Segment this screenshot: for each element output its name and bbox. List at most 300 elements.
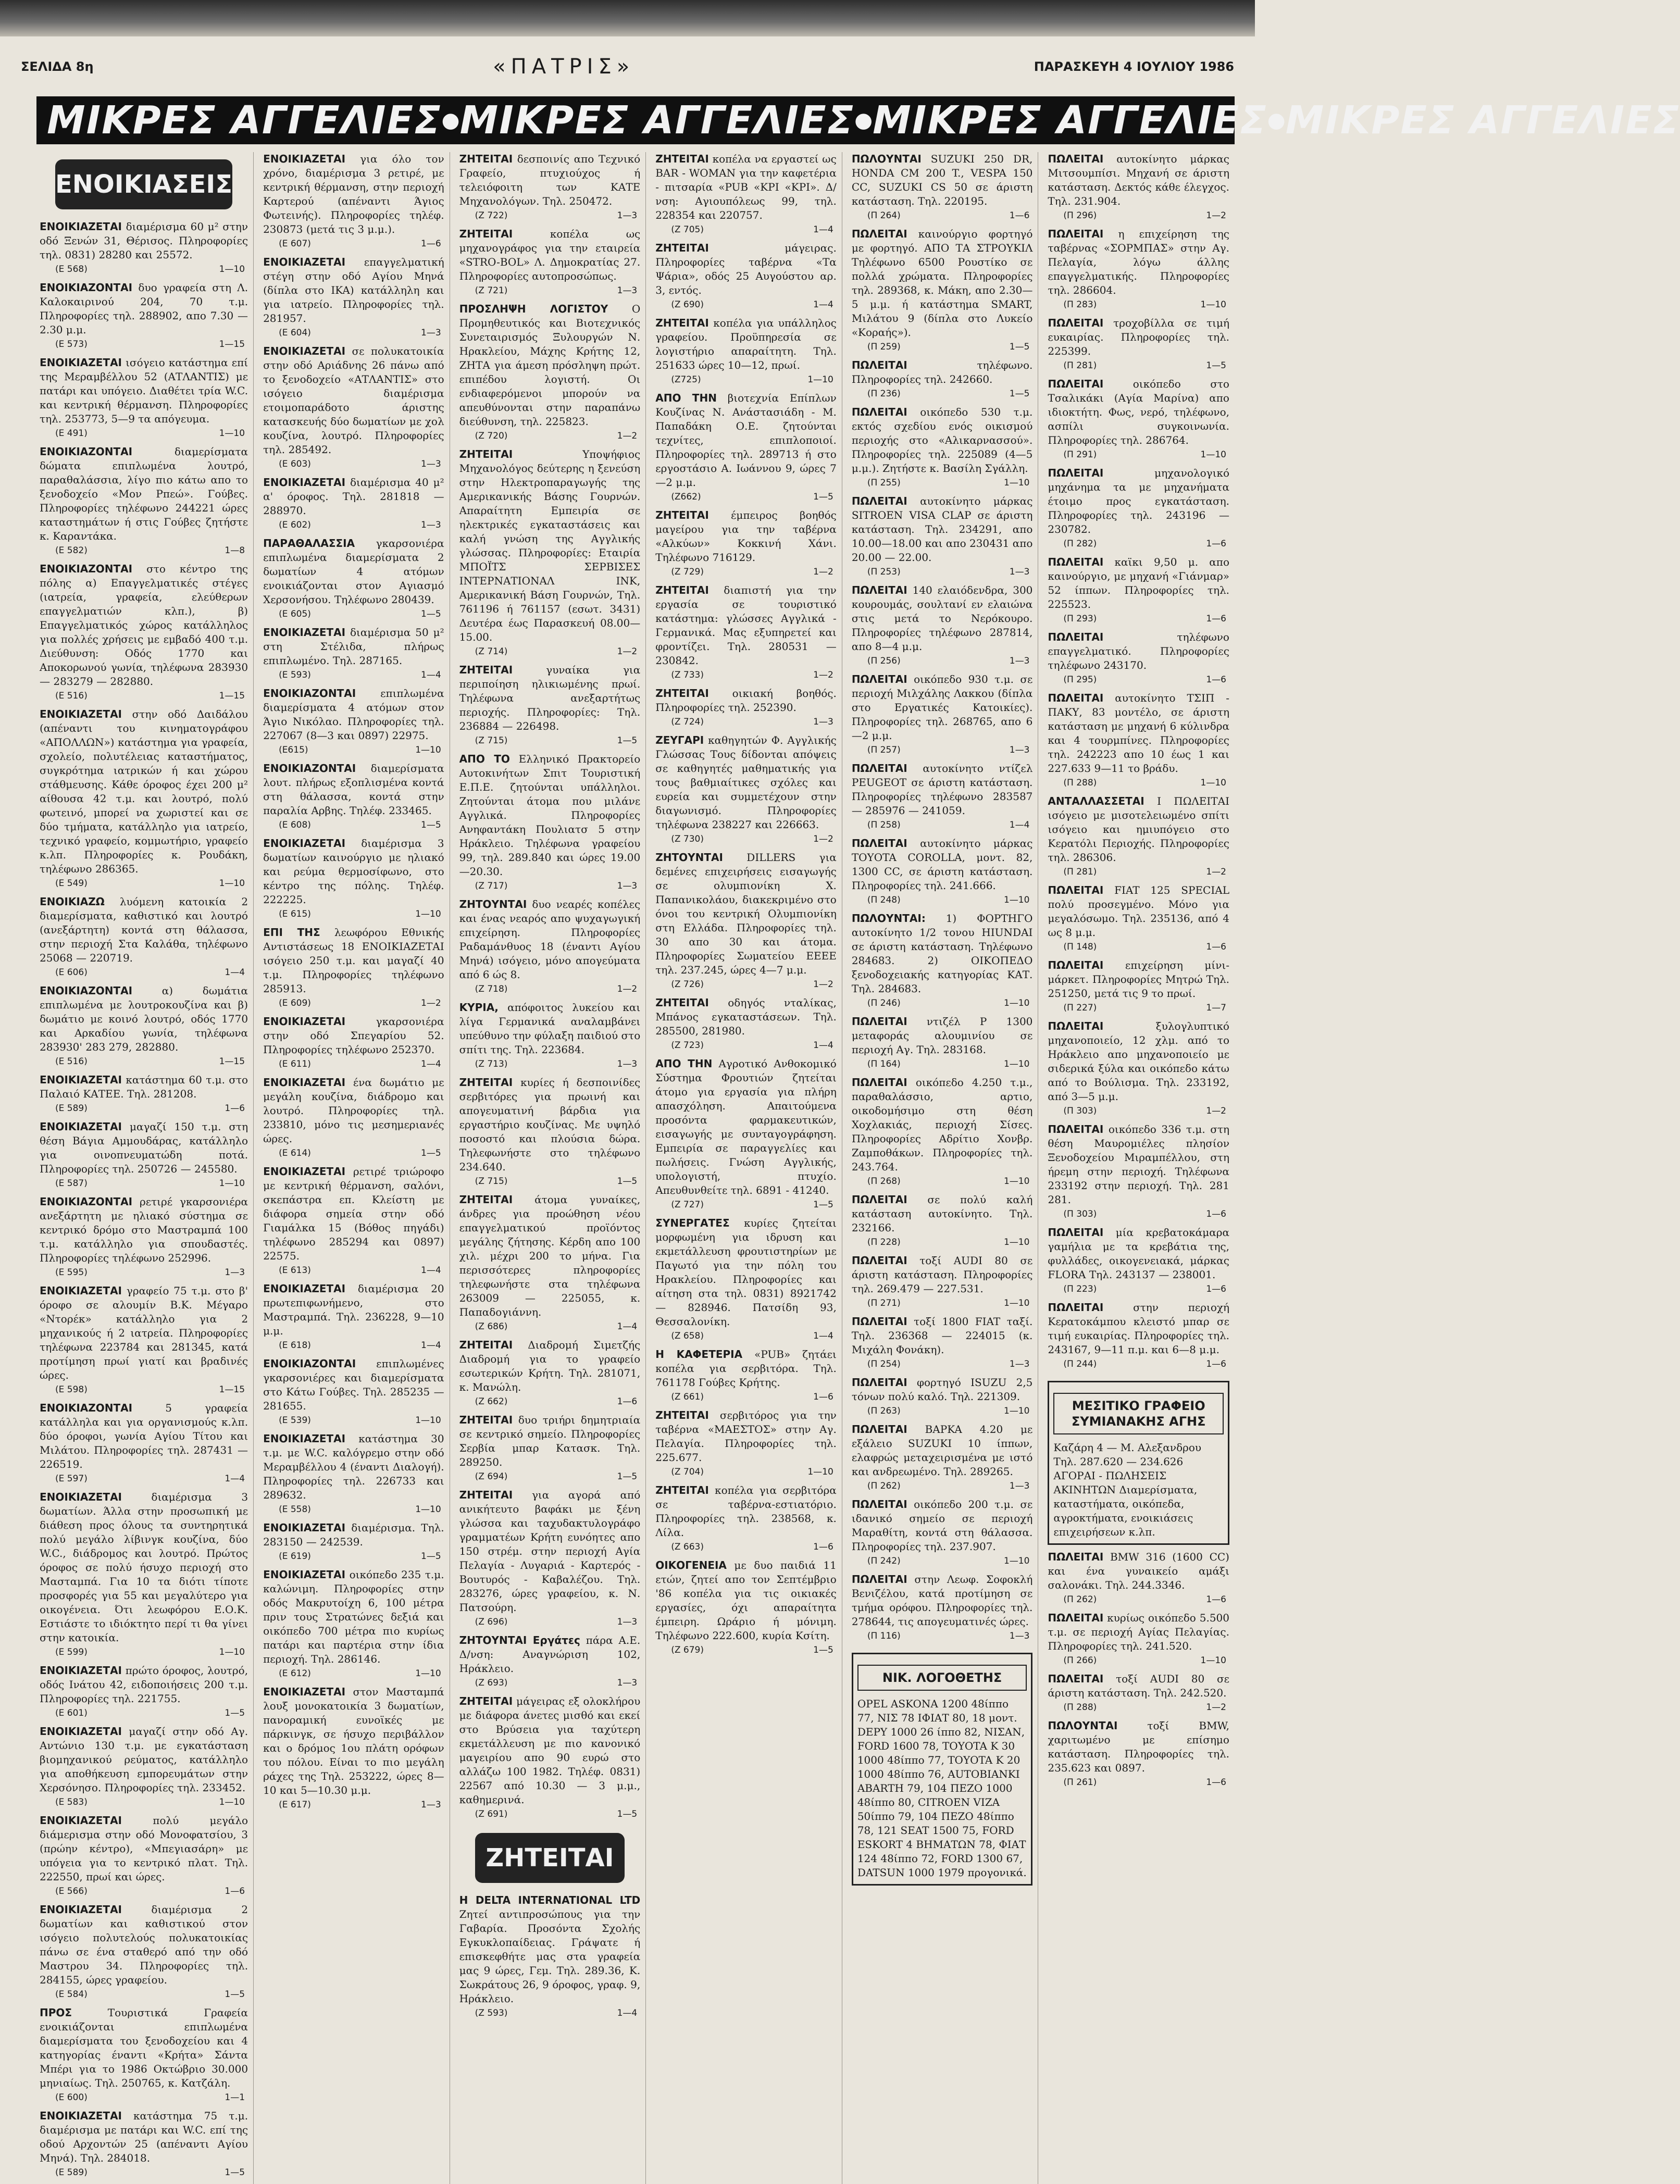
- ad-lead-word: Η ΚΑΦΕΤΕΡΙΑ: [655, 1348, 743, 1361]
- ad-body: [655, 1558, 837, 1643]
- ad-code: (Π 244): [1063, 1359, 1097, 1369]
- ad-lead-word: ΕΝΟΙΚΙΑΖΕΤΑΙ: [40, 356, 122, 369]
- ad-text: οικόπεδο 235 τ.μ. καλώνιμη. Πληροφορίες στην οδός Μακρυτοίχη 6, 100 μέτρα πριν τους Στρατώνες δεξιά και οικόπεδο 700 μέτρα πιο κυρίως πατάρι και παρτέρια στην ίδια περιοχή. Τηλ. 286146.: [263, 1568, 444, 1665]
- ad-lead-word: ΠΩΛΕΙΤΑΙ: [1048, 1673, 1104, 1685]
- ad-run: 1—3: [225, 1267, 245, 1278]
- classified-ad: [40, 1284, 248, 1401]
- ad-text: στην περιοχή Κερατοκάμπου κλειστό μπαρ σε τιμή ευκαιρίας. Πληροφορίες τηλ. 243167, 9—11 π.μ. και 6—8 μ.μ.: [1048, 1301, 1229, 1356]
- ad-run: 1—10: [1200, 778, 1226, 788]
- classified-ad: [1048, 630, 1229, 691]
- ad-code: (Π 255): [867, 478, 901, 488]
- ad-body: [1048, 1226, 1229, 1282]
- ad-lead-word: ΑΝΤΑΛΛΑΣΣΕΤΑΙ: [1048, 795, 1144, 807]
- ad-body: [852, 1076, 1033, 1174]
- ad-reference: [1048, 448, 1229, 466]
- ad-text: στον Μασταμπά λουξ μονοκατοικία 3 δωματίων, πανοραμική ευνοϊκές με πάρκινγκ, σε ήσυχο περιβάλλον και ο δρόμος 1ου πλάτη ορόφων του πόλου. Είναι το πιο μεγάλη ράχες της Τηλ. 253222, ώρες 8—10 και 5—10.30 μ.μ.: [263, 1686, 444, 1796]
- ad-lead-word: ΖΗΤΕΙΤΑΙ: [459, 664, 513, 676]
- ad-code: (Ε 614): [279, 1148, 311, 1158]
- classified-ad: [459, 1193, 641, 1338]
- classified-ad: [1048, 794, 1229, 883]
- ad-text: γραφείο 75 τ.μ. στο β' όροφο σε αλουμίν Β.Κ. Μέγαρο «Ντορέκ» κατάλληλο για 2 μηχανικούς ή 2 ιατρεία. Πληροφορίες τηλέφωνα 223784 και 281345, κατά προτίμηση πρωί γιατί και βραδινές ώρες.: [40, 1284, 248, 1381]
- ad-run: 1—3: [617, 285, 638, 296]
- ad-body: [852, 1497, 1033, 1554]
- ad-reference: [40, 2091, 248, 2109]
- ad-lead-word: ΕΠΙ ΤΗΣ: [263, 926, 320, 939]
- classified-ad: [459, 752, 641, 897]
- ad-body: [655, 1216, 837, 1329]
- ad-lead-word: ΕΝΟΙΚΙΑΖΟΝΤΑΙ: [263, 1357, 356, 1370]
- ad-reference: [655, 223, 837, 241]
- ad-lead-word: ΠΩΛΕΙΤΑΙ: [851, 1376, 907, 1389]
- ad-text: γκαρσονιέρα στην οδό Σπεγαρίου 52. Πληροφορίες τηλέφωνο 252370.: [263, 1015, 444, 1056]
- classified-ad: [40, 1814, 248, 1903]
- ad-code: (Ε 599): [55, 1647, 88, 1657]
- classified-ad: [40, 220, 248, 281]
- ad-code: (Π 293): [1063, 614, 1097, 624]
- classified-ad: [40, 1073, 248, 1120]
- classified-ad: [263, 1282, 444, 1357]
- ad-body: [40, 220, 248, 262]
- ad-reference: [459, 209, 641, 227]
- ad-text: 140 ελαιόδενδρα, 300 κουρουμάς, σουλτανί εν ελαιώνα στις μετά το Νερόκουρο. Πληροφορίες τηλέφωνο 287814, απο 8—4 μ.μ.: [851, 584, 1033, 653]
- ad-reference: [40, 966, 248, 984]
- ad-code: (Ε 598): [55, 1384, 88, 1395]
- ad-lead-word: ΟΙΚΟΓΕΝΕΙΑ: [655, 1559, 727, 1571]
- ad-body: [263, 536, 444, 607]
- ad-code: (Ε 516): [55, 691, 88, 701]
- ad-body: [40, 984, 248, 1054]
- ad-run: 1—7: [1206, 1003, 1226, 1013]
- ad-reference: [655, 298, 837, 316]
- ad-code: (Π 258): [867, 820, 901, 830]
- classified-ad: [655, 996, 837, 1057]
- ad-reference: [1048, 1283, 1229, 1301]
- ad-code: (Ε 589): [55, 2167, 88, 2178]
- ad-lead-word: ΠΩΛΕΙΤΑΙ: [851, 673, 907, 685]
- ad-code: (Π 264): [867, 210, 901, 221]
- ad-reference: [852, 566, 1033, 583]
- ad-body: [263, 1165, 444, 1263]
- ad-code: (Ζ725): [671, 375, 701, 385]
- ad-code: (Π 288): [1063, 1702, 1097, 1713]
- ad-text: μηχανολογικό μηχάνημα τα με μηχανήματα έτοιμο προς εγκατάσταση. Πληροφορίες τηλ. 243196 — 230782.: [1048, 467, 1229, 535]
- ad-body: [1048, 1672, 1229, 1700]
- ad-lead-word: ΕΝΟΙΚΙΑΖΕΤΑΙ: [40, 1814, 122, 1827]
- ad-reference: [40, 690, 248, 707]
- ad-code: (Π 291): [1063, 450, 1097, 460]
- ad-reference: [263, 1550, 444, 1568]
- issue-date: ΠΑΡΑΣΚΕΥΗ 4 ΙΟΥΛΙΟΥ 1986: [1034, 59, 1234, 74]
- ad-code: (Ε 603): [279, 459, 311, 469]
- ad-lead-word: ΕΝΟΙΚΙΑΖΕΤΑΙ: [40, 1074, 122, 1086]
- classified-ad: [852, 762, 1033, 837]
- classified-ad: [40, 984, 248, 1073]
- classified-ad: [263, 476, 444, 536]
- ad-code: (Π 262): [1063, 1594, 1097, 1605]
- ad-reference: [459, 645, 641, 663]
- classified-ad: [459, 1893, 641, 2025]
- ad-code: (Ζ 696): [475, 1617, 508, 1627]
- ad-lead-word: ΠΑΡΑΘΑΛΑΣΣΙΑ: [263, 537, 355, 550]
- ad-text: στο κέντρο της πόλης α) Επαγγελματικές στέγες (ιατρεία, γραφεία, ελεύθερων επαγγελματιών κλπ.), β) Επαγγελματικός χώρος κατάλληλος για πολλές χρήσεις με εμβαδό 400 τ.μ. Διεύθυνση: Οδός 1770 και Αποκορωνού γωνία, τηλέφωνα 283930 — 283279 — 282880.: [40, 563, 248, 688]
- ad-text: απόφοιτος λυκείου και λίγα Γερμανικά αναλαμβάνει υπεύθυνο την φύλαξη παιδιού στο σπίτι της. Τηλ. 223684.: [459, 1001, 641, 1056]
- ad-reference: [1048, 1654, 1229, 1672]
- ad-body: [263, 476, 444, 518]
- ad-lead-word: ΠΩΛΕΙΤΑΙ: [1048, 317, 1104, 329]
- ad-body: [40, 1490, 248, 1645]
- classified-ad: [852, 227, 1033, 358]
- ad-lead-word: ΠΩΛΕΙΤΑΙ: [851, 228, 907, 240]
- ad-body: [1048, 377, 1229, 447]
- ad-body: [263, 1015, 444, 1057]
- ad-reference: [852, 1058, 1033, 1076]
- ad-code: (Ε 606): [55, 967, 88, 978]
- ad-code: (Ζ 713): [475, 1059, 508, 1069]
- ad-lead-word: ΖΗΤΕΙΤΑΙ: [459, 1076, 513, 1089]
- ad-text: πάρα Α.Ε. Δ/νση: Αναγνώριση 102, Ηράκλειο.: [459, 1634, 641, 1675]
- ad-body: [263, 687, 444, 743]
- ad-reference: [40, 263, 248, 281]
- ad-code: (Ζ662): [671, 492, 701, 502]
- ad-lead-word: ΕΝΟΙΚΙΑΖΕΤΑΙ: [263, 1521, 346, 1534]
- classified-ad: [459, 1076, 641, 1193]
- ad-run: 1—10: [1003, 478, 1030, 488]
- ad-body: [1048, 555, 1229, 611]
- ad-code: (Ε 605): [279, 609, 311, 619]
- ad-lead-word: ΑΠΟ ΤΗΝ: [655, 1057, 713, 1070]
- ad-body: [263, 926, 444, 996]
- ad-body: [263, 1568, 444, 1666]
- ad-run: 1—4: [421, 1059, 441, 1069]
- ad-text: τηλέφωνο επαγγελματικό. Πληροφορίες τηλέφωνο 243170.: [1048, 631, 1229, 671]
- ad-body: [459, 447, 641, 644]
- ad-reference: [1048, 538, 1229, 555]
- ad-lead-word: ΕΝΟΙΚΙΑΖΟΝΤΑΙ: [40, 563, 133, 575]
- ad-body: [459, 1694, 641, 1807]
- ad-body: [263, 837, 444, 907]
- ad-code: (Π 242): [867, 1556, 901, 1566]
- ad-reference: [263, 1414, 444, 1432]
- ad-text: για αγορά από ανικήτευτο βαφάκι με ξένη γλώσσα και ταχυδακτυλογράφο γραμματέων Κρήτη ευνόητες απο 150 στρέμ. στην περιοχή Αγία Πελαγία - Λυγαριά - Καρτερός - Βουτυρός - Καβαλέζου. Τηλ. 283276, ώρες γραφείου, κ. Ν. Πατσούρη.: [459, 1489, 641, 1614]
- ad-run: 1—10: [219, 428, 245, 439]
- ad-reference: [40, 1177, 248, 1195]
- column-5: [849, 152, 1039, 2184]
- ad-reference: [263, 519, 444, 536]
- ad-body: [263, 762, 444, 818]
- ad-text: οικόπεδο 930 τ.μ. σε περιοχή Μιλχάλης Λακκου (δίπλα στο Εργατικές Κατοικίες). Πληροφορίες τηλ. 268765, απο 6—2 μ.μ.: [851, 673, 1033, 742]
- ad-lead-word: ΚΥΡΙΑ,: [459, 1001, 499, 1014]
- ad-code: (Ζ 690): [671, 299, 704, 310]
- column-2: [260, 152, 450, 2184]
- ad-run: 1—10: [1200, 450, 1226, 460]
- ad-text: ρετιρέ γκαρσονιέρα ανεξάρτητη με ηλιακό σύστημα σε κεντρικό δρόμο στο Μαστραμπά 100 τ.μ. κατάλληλο για σπουδαστές. Πληροφορίες τηλέφωνο 252996.: [40, 1195, 248, 1264]
- ad-body: [459, 1076, 641, 1174]
- ad-body: [40, 1401, 248, 1471]
- ad-body: [459, 302, 641, 429]
- ad-run: 1—10: [1003, 1176, 1030, 1187]
- ad-text: επιχείρηση μίνι-μάρκετ. Πληροφορίες Μητρώ Τηλ. 251250, μετά τις 9 το πρωί.: [1048, 959, 1229, 1000]
- classified-ad: [459, 227, 641, 302]
- ad-code: (Ζ 733): [671, 670, 704, 680]
- ad-code: (Ζ 722): [475, 210, 508, 221]
- ad-reference: [655, 978, 837, 996]
- ad-lead-word: ΕΝΟΙΚΙΑΖΟΝΤΑΙ: [40, 1402, 133, 1414]
- ad-reference: [1048, 1358, 1229, 1376]
- ad-lead-word: ΕΝΟΙΚΙΑΖΕΤΑΙ: [40, 1284, 122, 1297]
- ad-text: ένα δωμάτιο με μεγάλη κουζίνα, διάδρομο και λουτρό. Πληροφορίες τηλ. 233810, μόνο τις μεσημεριανές ώρες.: [263, 1076, 444, 1145]
- ad-text: τοξί AUDI 80 σε άριστη κατάσταση. Τηλ. 242.520.: [1048, 1673, 1229, 1699]
- ad-run: 1—6: [813, 1392, 833, 1402]
- ad-reference: [852, 477, 1033, 494]
- ad-text: διαμέρισμα 2 δωματίων και καθιστικού στον ισόγειο πολυτελούς πολυκατοικίας πάνω σε ένα σταθερό από την οδό Μαστρου 34. Πληροφορίες τηλ. 284155, ώρες γραφείου.: [40, 1903, 248, 1986]
- classified-ad: [852, 583, 1033, 672]
- ad-code: (Ζ 726): [671, 979, 704, 990]
- ad-body: [40, 562, 248, 689]
- classified-ad: [655, 687, 837, 733]
- ad-text: τροχοβίλλα σε τιμή ευκαιρίας. Πληροφορίες τηλ. 225399.: [1048, 317, 1229, 357]
- ad-run: 1—6: [1206, 675, 1226, 685]
- ad-run: 1—4: [225, 1474, 245, 1484]
- ad-text: διαμέρισμα 3 δωματίων. Άλλα στην προσωπική με διάθεση προς όλους τα συντηρητικά πολύ μεγάλο λίβινγκ κουζίνα, δύο W.C., διάδρομος και λουτρό. Πρώτος όροφος σε πολύ ήσυχο περιοχή στο Μασταμπά. Για 10 τα διότι τίποτε προσφορές για 55 και μεγαλύτερο για οικογένεια. Ότι λεωφόρου Ε.Ο.Κ. Εστιάστε το ιδιόκτητο περί τι θα γίνει στην κατοικία.: [40, 1491, 248, 1644]
- ad-lead-word: ΠΩΛΕΙΤΑΙ: [1048, 467, 1104, 479]
- ad-lead-word: ΑΠΟ ΤΟ: [459, 753, 510, 765]
- ad-text: 5 γραφεία κατάλληλα και για οργανισμούς κ.λπ. δύο όροφοι, γωνία Αγίου Τίτου και Μιλάτου. Πληροφορίες τηλ. 287431 — 226519.: [40, 1402, 248, 1470]
- ad-run: 1—15: [219, 1056, 245, 1067]
- ad-reference: [655, 716, 837, 733]
- ad-reference: [1048, 1776, 1229, 1794]
- ad-lead-word: ΕΝΟΙΚΙΑΖΕΤΑΙ: [40, 2110, 122, 2122]
- ad-lead-word: ΖΗΤΕΙΤΑΙ: [459, 1695, 513, 1707]
- ad-lead-word: ΠΩΛΕΙΤΑΙ: [1048, 1020, 1104, 1032]
- classified-ad: [263, 344, 444, 476]
- ad-reference: [40, 1885, 248, 1903]
- ad-text: κυρίως οικόπεδο 5.500 τ.μ. σε περιοχή Αγίας Πελαγίας. Πληροφορίες τηλ. 241.520.: [1048, 1612, 1229, 1652]
- car-dealer-boxed-ad: [852, 1653, 1033, 1886]
- ad-text: δυο γραφεία στη Λ. Καλοκαιρινού 204, 70 τ.μ. Πληροφορίες τηλ. 288902, απο 7.30 — 2.30 μ.μ.: [40, 281, 248, 336]
- ad-run: 1—4: [421, 670, 441, 680]
- ad-code: (Π 303): [1063, 1106, 1097, 1116]
- ad-lead-word: ΖΗΤΕΙΤΑΙ: [655, 1409, 709, 1421]
- ad-lead-word: ΕΝΟΙΚΙΑΖΟΝΤΑΙ: [40, 984, 133, 997]
- ad-text: διαμέρισμα. Τηλ. 283150 — 242539.: [263, 1521, 444, 1548]
- ad-lead-word: ΖΕΥΓΑΡΙ: [655, 734, 704, 746]
- ad-lead-word: ΠΩΛΟΥΝΤΑΙ: [1048, 1719, 1118, 1732]
- ad-run: 1—6: [1206, 1209, 1226, 1219]
- ad-run: 1—5: [813, 492, 833, 502]
- ad-lead-word: ΠΩΛΕΙΤΑΙ: [851, 1498, 907, 1511]
- ad-text: επιπλωμένες γκαρσονιέρες και διαμερίσματα στο Κάτω Γούβες. Τηλ. 285235 — 281655.: [263, 1357, 444, 1412]
- ad-run: 1—5: [617, 1471, 638, 1482]
- ad-code: (Ε 582): [55, 545, 88, 556]
- ad-lead-word: ΕΝΟΙΚΙΑΖΟΝΤΑΙ: [263, 762, 356, 775]
- ad-body: [852, 672, 1033, 743]
- ad-reference: [852, 388, 1033, 405]
- ad-text: μάγειρας εξ ολοκλήρου με διάφορα άνετες μισθό και εκεί στο Βρύσεια για ταχύτερη εκμετάλλευση με πιο κανονικό μαγειρίου απο 90 ευρώ στο αλλάζω 100 1982. Τηλέφ. 0831) 22567 από 10.30 — 3 μ.μ., καθημερινά.: [459, 1695, 641, 1806]
- ad-text: Ζητεί αντιπροσώπους για την Γαβαρία. Προσόντα Σχολής Εγκυκλοπαίδειας. Γράψατε ή επισκεφθήτε μας στα γραφεία μας 9 ώρες, Γεμ. Τηλ. 289.36, Κ. Σωκράτους 26, 9 όροφος, γραφ. 9, Ηράκλειο.: [459, 1908, 641, 2005]
- ad-lead-word: ΕΝΟΙΚΙΑΖΕΤΑΙ: [40, 1903, 122, 1916]
- classified-ad: [263, 1685, 444, 1816]
- ad-text: κοπέλα για σερβιτόρα σε ταβέρνα-εστιατόριο. Πληροφορίες τηλ. 238568, κ. Λίλα.: [655, 1484, 837, 1539]
- ad-run: 1—8: [225, 545, 245, 556]
- ad-lead-word: ΕΝΟΙΚΙΑΖΕΤΑΙ: [263, 1568, 346, 1581]
- ad-body: [1048, 691, 1229, 776]
- ad-run: 1—4: [421, 1265, 441, 1276]
- ad-lead-word: ΕΝΟΙΚΙΑΖΟΝΤΑΙ: [40, 445, 133, 458]
- ad-code: (Ε 604): [279, 328, 311, 338]
- ad-lead-word: ΕΝΟΙΚΙΑΖΕΤΑΙ: [40, 220, 122, 233]
- ad-reference: [852, 1236, 1033, 1254]
- classified-ad: [459, 1338, 641, 1413]
- ad-code: (Π 256): [867, 656, 901, 666]
- ad-body: [655, 583, 837, 668]
- ad-reference: [852, 1297, 1033, 1315]
- classified-ad: [1048, 555, 1229, 630]
- ad-run: 1—10: [1003, 1237, 1030, 1247]
- ad-reference: [459, 880, 641, 897]
- ad-lead-word: ΖΗΤΟΥΝΤΑΙ Εργάτες: [459, 1634, 580, 1646]
- ad-run: 1—6: [1206, 942, 1226, 952]
- ad-reference: [1048, 1208, 1229, 1226]
- ad-lead-word: ΕΝΟΙΚΙΑΖΟΝΤΑΙ: [263, 687, 356, 700]
- ad-code: (Π 281): [1063, 867, 1097, 877]
- ad-text: τοξί 1800 FIAT ταξί. Τηλ. 236368 — 224015 (κ. Μιχάλη Φονάκη).: [851, 1315, 1033, 1356]
- classified-ad: [40, 1664, 248, 1725]
- classified-ad: [459, 302, 641, 447]
- column-3: [456, 152, 646, 2184]
- ad-run: 1—5: [225, 1989, 245, 2000]
- classified-ad: [263, 762, 444, 837]
- ad-reference: [40, 1102, 248, 1120]
- ad-run: 1—1: [225, 2092, 245, 2103]
- column-1: [36, 152, 254, 2184]
- classified-ad: [852, 1497, 1033, 1573]
- ad-code: (Ε 583): [55, 1797, 88, 1807]
- ad-body: [459, 1413, 641, 1469]
- ad-code: (Ζ 686): [475, 1321, 508, 1332]
- ad-run: 1—5: [225, 2167, 245, 2178]
- ad-lead-word: ΠΩΛΕΙΤΑΙ: [851, 837, 907, 850]
- ad-code: (Π 246): [867, 998, 901, 1008]
- ad-lead-word: ΠΩΛΟΥΝΤΑΙ:: [851, 912, 926, 925]
- ad-text: ντιζέλ Ρ 1300 μεταφοράς αλουμινίου σε περιοχή Αγ. Τηλ. 283168.: [851, 1015, 1033, 1056]
- ad-run: 1—3: [617, 210, 638, 221]
- ad-code: (Ε 595): [55, 1267, 88, 1278]
- ad-reference: [459, 1058, 641, 1076]
- ad-text: καινούργιο φορτηγό με φορτηγό. ΑΠΟ ΤΑ ΣΤΡΟΥΚΙΛ Τηλέφωνο 6500 Ρουστίκο σε πολλά χρώματα. Πληροφορίες τηλ. 289368, κ. Μάκη, απο 2.30—5 μ.μ. ή κατάστημα SMART, Μιλάτου 9 (δίπλα στο Λυκείο «Κοραής»).: [851, 228, 1033, 339]
- ad-text: σε πολύ καλή κατάσταση αυτοκίνητο. Τηλ. 232166.: [851, 1193, 1033, 1234]
- ad-body: [1048, 1122, 1229, 1207]
- ad-reference: [263, 669, 444, 687]
- ad-code: (Ζ 723): [671, 1040, 704, 1051]
- ad-code: (Π 303): [1063, 1209, 1097, 1219]
- ad-body: [263, 152, 444, 236]
- ad-text: διαμέρισμα 40 μ² α' όροφος. Τηλ. 281818 — 288970.: [263, 476, 444, 517]
- ad-run: 1—5: [421, 1148, 441, 1158]
- classified-ad: [40, 707, 248, 895]
- classified-ad: [40, 1120, 248, 1195]
- ad-code: (Ζ 727): [671, 1200, 704, 1210]
- ad-text: σερβιτόρος για την ταβέρνα «ΜΑΕΣΤΟΣ» στην Αγ. Πελαγία. Πληροφορίες τηλ. 225.677.: [655, 1409, 837, 1464]
- ad-run: 1—10: [415, 745, 441, 755]
- classified-ad: [459, 1488, 641, 1633]
- ad-run: 1—4: [813, 224, 833, 235]
- ad-body: [852, 1315, 1033, 1357]
- ad-text: κατάστημα 75 τ.μ. διαμέρισμα με πατάρι και W.C. επί της οδού Αρχοντών 25 (απέναντι Αγίου Μηνά). Τηλ. 284018.: [40, 2110, 248, 2164]
- ad-run: 1—10: [1003, 1406, 1030, 1416]
- classified-ad: [655, 1483, 837, 1558]
- ad-body: [852, 837, 1033, 893]
- ad-text: λυόμενη κατοικία 2 διαμερίσματα, καθιστικό και λουτρό (ανεξάρτητη) κοντά στη θάλασσα, στην περιοχή Στα Καλάθα, τηλέφωνο 25068 — 220719.: [40, 895, 248, 964]
- ad-lead-word: ΕΝΟΙΚΙΑΖΕΤΑΙ: [40, 1491, 122, 1503]
- ad-lead-word: ΠΩΛΕΙΤΑΙ: [1048, 692, 1104, 704]
- ad-text: πολύ μεγάλο διάμερισμα στην οδό Μονοφατσίου, 3 (πρώην κέντρο), «Μπεγιασάρη» με υπόγεια για το κεντρικό πλατ. Τηλ. 222550, πρωί και ώρες.: [40, 1814, 248, 1883]
- ad-text: «PUB» ζητάει κοπέλα για σερβιτόρα. Τηλ. 761178 Γούβες Κρήτης.: [655, 1348, 837, 1389]
- ad-text: για όλο τον χρόνο, διαμέρισμα 3 ρετιρέ, με κεντρική θέρμανση, στην περιοχή Καρτερού (απέναντι Άγιος Φωτεινής). Πληροφορίες τηλέφ. 230873 (μετά τις 3 μ.μ.).: [263, 153, 444, 235]
- ad-body: [852, 227, 1033, 340]
- ad-run: 1—10: [1200, 299, 1226, 310]
- ad-body: [263, 1076, 444, 1146]
- ad-text: 1) ΦΟΡΤΗΓΟ αυτοκίνητο 1/2 τονου HIUNDAI σε άριστη κατάσταση. Τηλέφωνο 284683. 2) ΟΙΚΟΠΕΔΟ ξενοδοχειακής κατηγορίας ΚΑΤ. Τηλ. 284683.: [851, 912, 1033, 995]
- ad-body: [655, 851, 837, 977]
- ad-code: (Ζ 724): [671, 717, 704, 727]
- ad-text: ξυλογλυπτικό μηχανοποιείο, 12 χλμ. από το Ηράκλειο απο μηχανοποιείο με σιδερικά ξύλα και οικόπεδο κάτω από το Βούλισμα. Τηλ. 233192, από 3—5 μ.μ.: [1048, 1020, 1229, 1103]
- ad-run: 1—6: [225, 1103, 245, 1114]
- ad-reference: [459, 1175, 641, 1193]
- ad-code: (Ε 600): [55, 2092, 88, 2103]
- ad-code: (Π 116): [867, 1631, 901, 1641]
- ad-body: [459, 752, 641, 879]
- classified-ad: [40, 1903, 248, 2006]
- ad-reference: [263, 238, 444, 255]
- car-dealer-text: OPEL ASKONA 1200 48ίππο 77, ΝΙΣ 78 ΙΦΙΑΤ 80, 18 μοντ. DEPY 1000 26 ίππο 82, ΝΙΣΑΝ, FORD 1600 78, TOYOTA K 30 1000 48ίππο 77, TOYOTA K 20 1000 48ίππο 76, AUTOBIANKI ABARTH 79, 104 ΠΕΖΟ 1000 48ίππο 80, CITROEN VIZA 50ίππο 79, 104 ΠΕΖΟ 48ίππο 78, 121 SEAT 1500 75, FORD ESKORT 4 ΒΗΜΑΤΩΝ 78, ΦΙΑΤ 124 48ίππο 72, FORD 1300 67, DATSUN 1000 1979 προγονικά.: [857, 1698, 1027, 1879]
- ad-lead-word: ΠΩΛΕΙΤΑΙ: [1048, 631, 1104, 643]
- ad-code: (Ε 617): [279, 1800, 311, 1810]
- classified-ad: [852, 1573, 1033, 1648]
- ad-code: (Π 263): [867, 1406, 901, 1416]
- ad-reference: [852, 1405, 1033, 1422]
- ad-body: [852, 762, 1033, 818]
- ad-code: (Ζ 658): [671, 1331, 704, 1341]
- ad-reference: [263, 819, 444, 837]
- ad-code: (Ε 613): [279, 1265, 311, 1276]
- ad-code: (Ε 566): [55, 1886, 88, 1896]
- classified-ad: [655, 851, 837, 996]
- section-heading-rentals: ΕΝΟΙΚΙΑΣΕΙΣ: [55, 159, 232, 209]
- ad-lead-word: ΠΩΛΕΙΤΑΙ: [1048, 1612, 1104, 1624]
- ad-reference: [852, 209, 1033, 227]
- ad-code: (Π 148): [1063, 942, 1097, 952]
- ad-reference: [263, 327, 444, 344]
- ad-run: 1—4: [813, 1040, 833, 1051]
- ad-code: (Ζ 705): [671, 224, 704, 235]
- ad-run: 1—6: [1206, 1594, 1226, 1605]
- ad-reference: [40, 1796, 248, 1814]
- classified-ad: [263, 626, 444, 687]
- classified-ad: [852, 912, 1033, 1015]
- ad-body: [1048, 227, 1229, 297]
- ad-lead-word: ΠΩΛΕΙΤΑΙ: [851, 406, 907, 418]
- ad-body: [852, 1376, 1033, 1404]
- ad-lead-word: ΕΝΟΙΚΙΑΖΕΤΑΙ: [263, 153, 346, 165]
- ad-body: [459, 663, 641, 733]
- ad-text: οικιακή βοηθός. Πληροφορίες τηλ. 252390.: [655, 687, 837, 714]
- ad-body: [852, 405, 1033, 476]
- ad-code: (Ε 549): [55, 878, 88, 889]
- ad-code: (Ε 615): [279, 909, 311, 919]
- ad-run: 1—4: [225, 967, 245, 978]
- ad-text: μαγαζί 150 τ.μ. στη θέση Βάγια Αμμουδάρας, κατάλληλο για οινοπνευματώδη ποτά. Πληροφορίες τηλ. 250726 — 245580.: [40, 1120, 248, 1175]
- classified-ad: [852, 1422, 1033, 1497]
